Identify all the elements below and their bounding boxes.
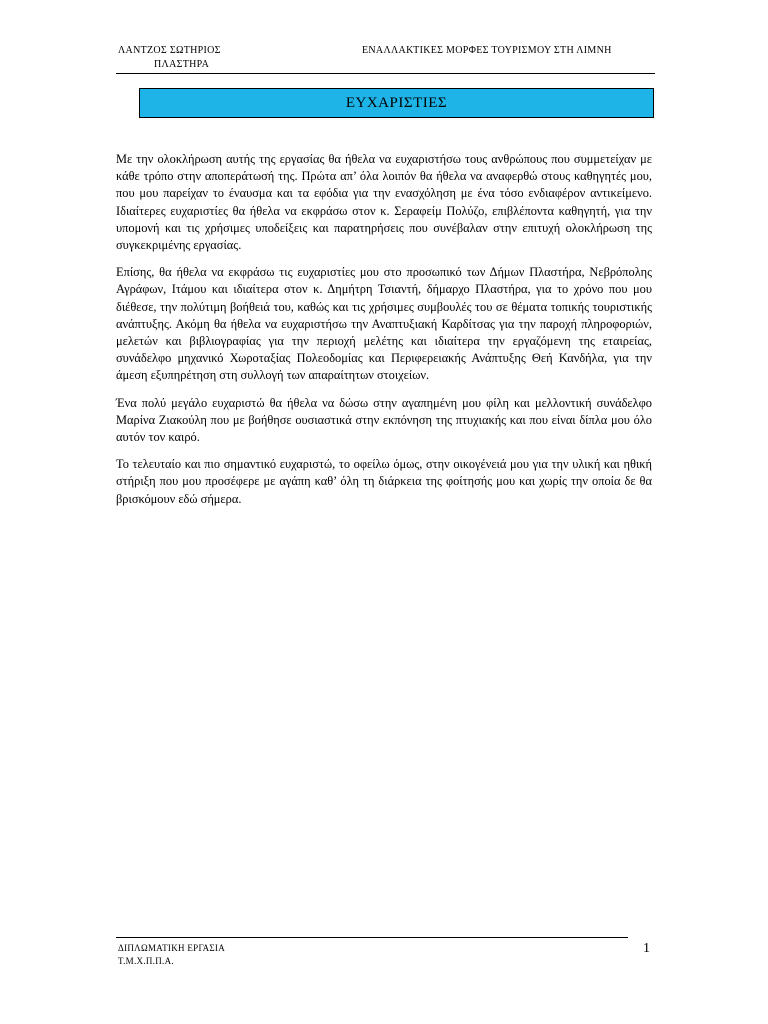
footer-document-type: ΔΙΠΛΩΜΑΤΙΚΗ ΕΡΓΑΣΙΑ [118, 943, 226, 953]
paragraph: Με την ολοκλήρωση αυτής της εργασίας θα ήθελα να ευχαριστήσω τους ανθρώπους που συμμετείχαν με κάθε τρόπο στην αποπεράτωσή της. Πρώτα απ’ όλα λοιπόν θα ήθελα να αναφερθώ στους καθηγητές μου, που μου παρείχαν το έναυσμα και τα εφόδια για την ενασχόληση με ένα τόσο ενδιαφέρον αντικείμενο. Ιδιαίτερες ευχαριστίες θα ήθελα να εκφράσω στον κ. Σεραφείμ Πολύζο, επιβλέποντα καθηγητή, για την υπομονή και τις χρήσιμες υποδείξεις και παρατηρήσεις που συνέβαλαν στην επιτυχή ολοκλήρωση της συγκεκριμένης εργασίας. [116, 152, 652, 253]
header-running-title: ΕΝΑΛΛΑΚΤΙΚΕΣ ΜΟΡΦΕΣ ΤΟΥΡΙΣΜΟΥ ΣΤΗ ΛΙΜΝΗ [362, 45, 612, 56]
header-author-name: ΛΑΝΤΖΟΣ ΣΩΤΗΡΙΟΣ [118, 45, 221, 56]
body-text [116, 151, 652, 518]
paragraph: Ένα πολύ μεγάλο ευχαριστώ θα ήθελα να δώσω στην αγαπημένη μου φίλη και μελλοντική συνάδελφο Μαρίνα Ζιακούλη που με βοήθησε ουσιαστικά στην εκπόνηση της πτυχιακής και που είναι δίπλα μου όλο αυτόν τον καιρό. [116, 395, 652, 445]
paragraph: Το τελευταίο και πιο σημαντικό ευχαριστώ, το οφείλω όμως, στην οικογένειά μου για την υλική και ηθική στήριξη που μου προσέφερε με αγάπη καθ’ όλη τη διάρκεια της φοίτησής μου και χωρίς την οποία δε θα βρισκόμουν εδώ σήμερα. [116, 457, 652, 506]
footer-department: Τ.Μ.Χ.Π.Π.Α. [118, 956, 174, 966]
header-author [118, 44, 221, 72]
header-author-place: ΠΛΑΣΤΗΡΑ [154, 59, 210, 70]
header-divider [116, 73, 655, 74]
page-number: 1 [643, 941, 650, 956]
paragraph: Επίσης, θα ήθελα να εκφράσω τις ευχαριστίες μου στο προσωπικό των Δήμων Πλαστήρα, Νεβρόπολης Αγράφων, Ιτάμου και ιδιαίτερα στον κ. Δημήτρη Τσιαντή, δήμαρχο Πλαστήρα, για το χρόνο που μου διέθεσε, την πολύτιμη βοήθειά του, καθώς και τις χρήσιμες συμβουλές του σε θέματα τοπικής τουριστικής ανάπτυξης. Ακόμη θα ήθελα να ευχαριστήσω την Αναπτυξιακή Καρδίτσας για την παροχή πληροφοριών, μελετών και βιβλιογραφίας για την περιοχή μελέτης και ιδιαίτερα την εργαζόμενη της εταιρείας, συνάδελφο μηχανικό Χωροταξίας Πολεοδομίας και Περιφερειακής Ανάπτυξης Θεή Κανδήλα, για την άμεση εξυπηρέτηση στη συλλογή των απαραίτητων στοιχείων. [116, 265, 652, 383]
footer-divider [116, 937, 628, 938]
section-title: ΕΥΧΑΡΙΣΤΙΕΣ [139, 88, 654, 118]
footer-info [118, 942, 225, 968]
